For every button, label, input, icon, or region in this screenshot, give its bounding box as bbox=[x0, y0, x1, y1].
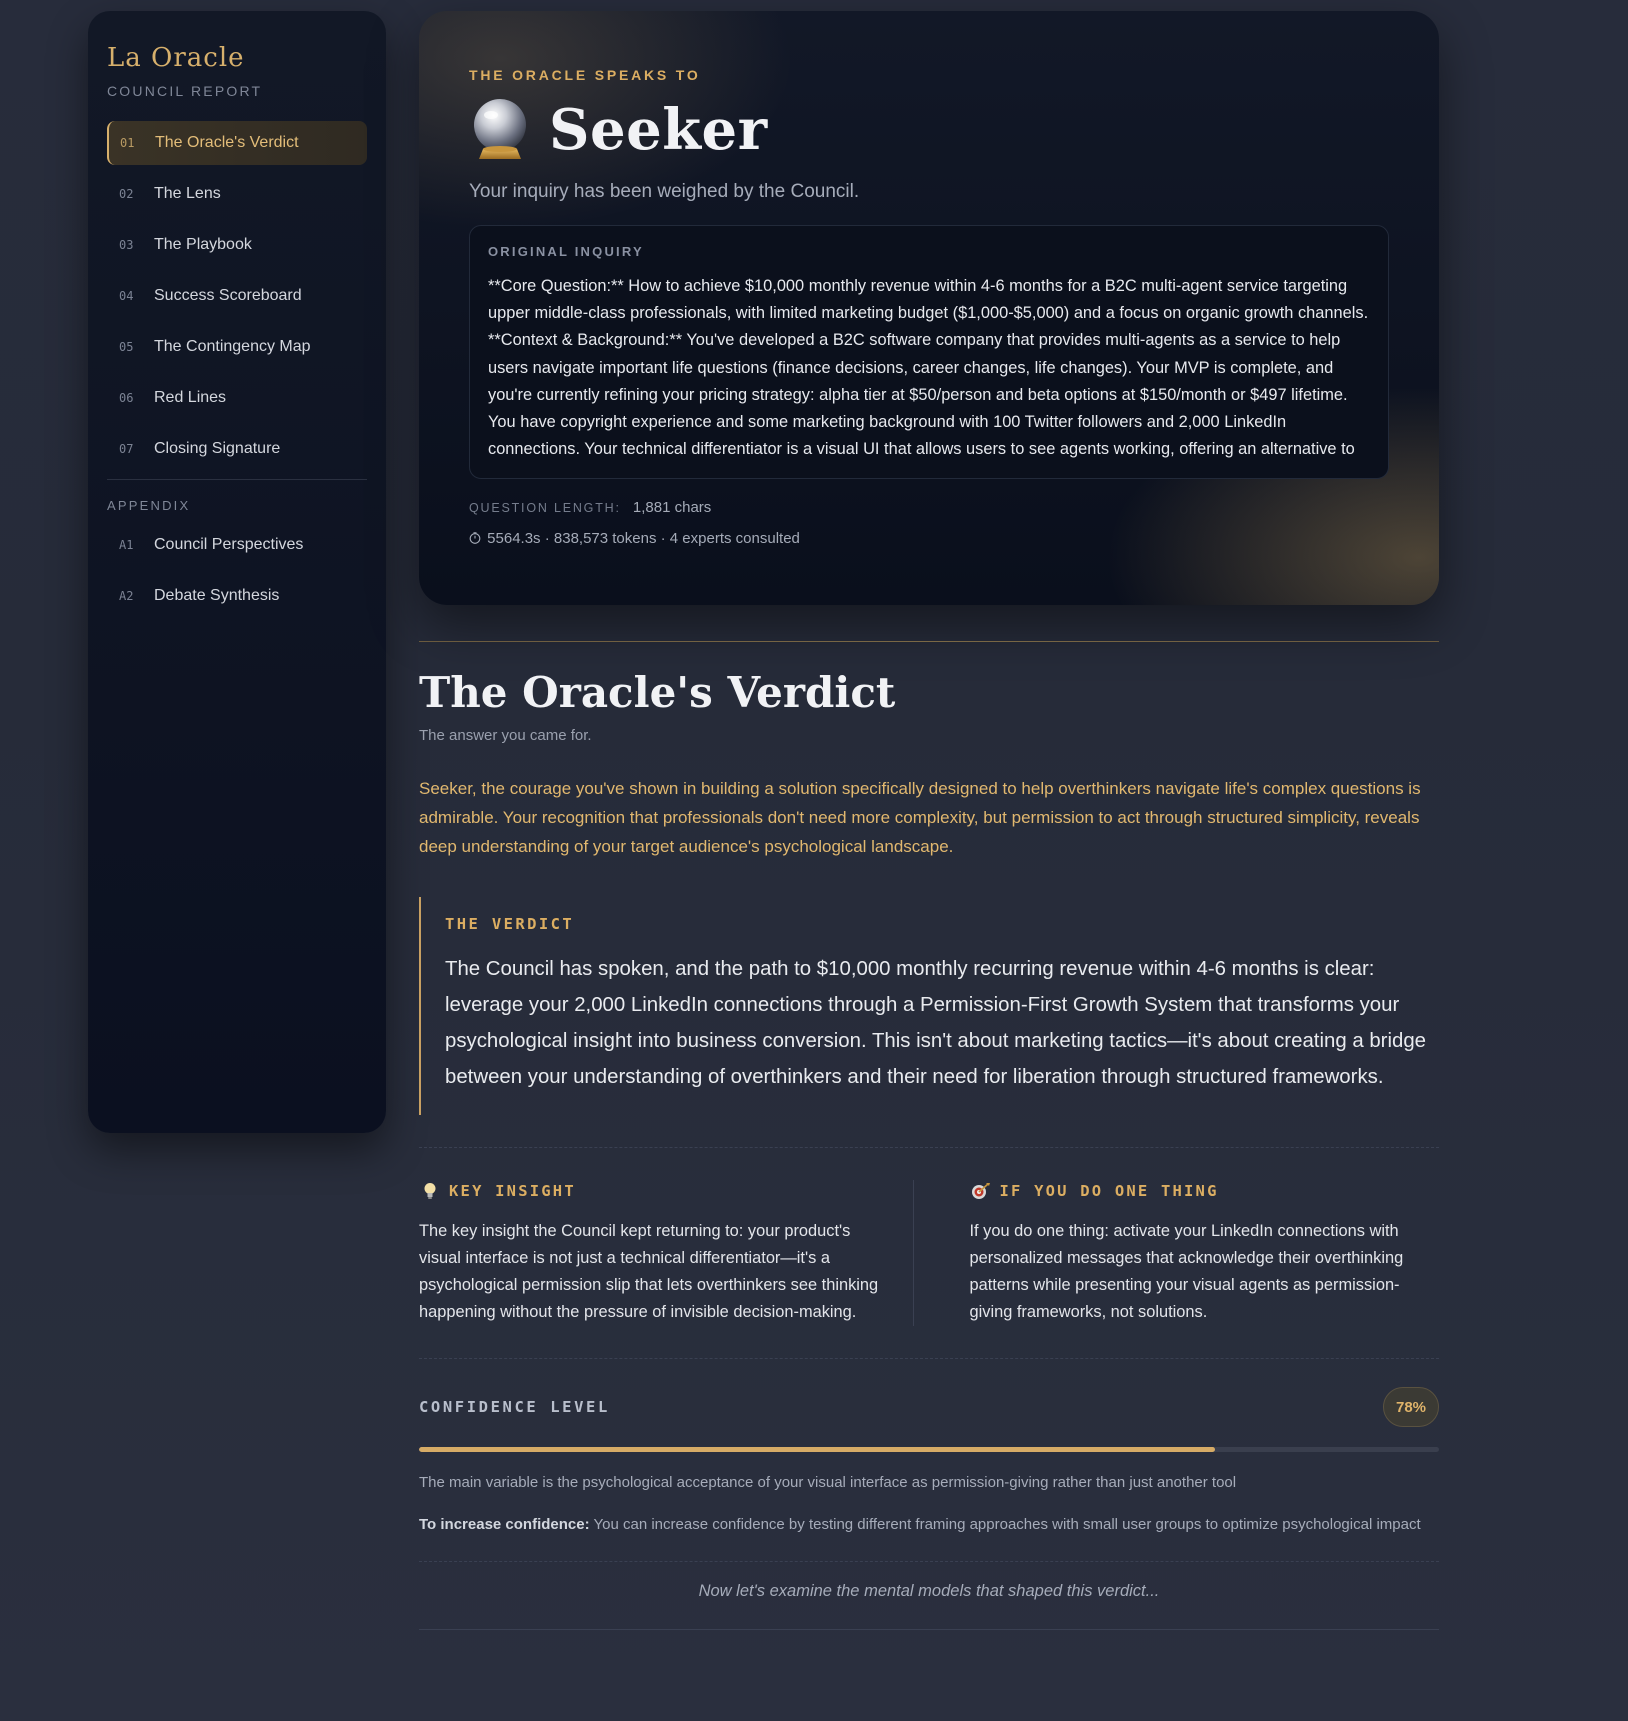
one-thing-column bbox=[914, 1180, 1440, 1326]
one-thing-header bbox=[970, 1180, 1440, 1202]
run-stats bbox=[469, 530, 1389, 547]
nav-number: A1 bbox=[119, 538, 134, 552]
confidence-bar-fill bbox=[419, 1447, 1215, 1452]
confidence-header bbox=[419, 1387, 1439, 1427]
nav-label: Council Perspectives bbox=[154, 536, 304, 553]
nav-item-red-lines[interactable] bbox=[107, 376, 367, 420]
appendix-title: APPENDIX bbox=[107, 498, 191, 513]
transition-text: Now let's examine the mental models that shaped this verdict... bbox=[698, 1582, 1160, 1600]
nav-number: 02 bbox=[119, 187, 134, 201]
confidence-block bbox=[419, 1359, 1439, 1537]
hero-subtitle: Your inquiry has been weighed by the Council. bbox=[469, 181, 860, 202]
inquiry-text: **Core Question:** How to achieve $10,000 monthly revenue within 4-6 months for a B2C multi-agent service targeting upper middle-class professionals, with limited marketing budget ($1,000-$5,000) and a focus on organic growth channels. **Context & Background:** You've developed a B2C software company that provides multi-agents as a service to help users navigate important life questions (finance decisions, career changes, life changes). Your MVP is complete, and you're currently refining your pricing strategy: alpha tier at $50/person and beta options at $150/month or $497 lifetime. You have copyright experience and some marketing background with 100 Twitter followers and 2,000 LinkedIn connections. Your technical differentiator is a visual UI that allows users to see agents working, offering an alternative to bbox=[488, 277, 1369, 459]
key-insight-header bbox=[419, 1180, 889, 1202]
nav-label: Closing Signature bbox=[154, 440, 281, 457]
verdict-section bbox=[419, 641, 1439, 1630]
lead-paragraph: Seeker, the courage you've shown in building a solution specifically designed to help overthinkers navigate life's complex questions is admirable. Your recognition that professionals don't need more complexity, but permission to act through structured simplicity, reveals deep understanding of your target audience's psychological landscape. bbox=[419, 779, 1421, 856]
nav-divider bbox=[107, 479, 367, 480]
hero-card bbox=[419, 11, 1439, 605]
question-length-label: QUESTION LENGTH: bbox=[469, 501, 621, 515]
hero-kicker: THE ORACLE SPEAKS TO bbox=[469, 67, 701, 83]
nav-label: Success Scoreboard bbox=[154, 287, 302, 304]
run-stats-text: 5564.3s · 838,573 tokens · 4 experts consulted bbox=[487, 530, 800, 547]
confidence-bar bbox=[419, 1447, 1439, 1452]
confidence-badge: 78% bbox=[1383, 1387, 1439, 1427]
inquiry-label: ORIGINAL INQUIRY bbox=[488, 244, 644, 259]
nav-number: 01 bbox=[120, 136, 135, 150]
confidence-label: CONFIDENCE LEVEL bbox=[419, 1398, 610, 1416]
key-insight-label: KEY INSIGHT bbox=[449, 1182, 576, 1200]
lightbulb-icon bbox=[419, 1180, 441, 1202]
nav-label: The Oracle's Verdict bbox=[155, 134, 299, 151]
nav-number: A2 bbox=[119, 589, 134, 603]
sidebar bbox=[88, 11, 386, 1133]
section-subtitle: The answer you came for. bbox=[419, 727, 592, 744]
nav-number: 05 bbox=[119, 340, 134, 354]
stopwatch-icon bbox=[469, 532, 481, 544]
confidence-note: The main variable is the psychological acceptance of your visual interface as permission-giving rather than just another tool bbox=[419, 1474, 1237, 1491]
verdict-label: THE VERDICT bbox=[445, 915, 575, 933]
crystal-ball-icon bbox=[469, 97, 531, 163]
nav-label: Red Lines bbox=[154, 389, 227, 406]
nav-number: 06 bbox=[119, 391, 134, 405]
nav-item-closing-signature[interactable] bbox=[107, 427, 367, 471]
target-dart-icon bbox=[970, 1180, 992, 1202]
bottom-divider bbox=[419, 1629, 1439, 1630]
nav-number: 03 bbox=[119, 238, 134, 252]
section-divider bbox=[419, 641, 1439, 642]
hero-title-row bbox=[469, 97, 1389, 163]
nav-label: Debate Synthesis bbox=[154, 587, 280, 604]
brand-subtitle: COUNCIL REPORT bbox=[107, 83, 263, 99]
nav-label: The Lens bbox=[154, 185, 221, 202]
original-inquiry-box bbox=[469, 225, 1389, 479]
nav-item-contingency-map[interactable] bbox=[107, 325, 367, 369]
nav-item-council-perspectives[interactable] bbox=[107, 523, 367, 567]
verdict-text: The Council has spoken, and the path to $10,000 monthly recurring revenue within 4-6 months is clear: leverage your 2,000 LinkedIn connections through a Permission-First Growth System that transforms your psychological insight into business conversion. This isn't about marketing tactics—it's about creating a bridge between your understanding of overthinkers and their need for liberation through structured frameworks. bbox=[445, 958, 1427, 1088]
nav-number: 07 bbox=[119, 442, 134, 456]
one-thing-label: IF YOU DO ONE THING bbox=[999, 1182, 1219, 1200]
nav-label: The Contingency Map bbox=[154, 338, 311, 355]
key-insight-column bbox=[419, 1180, 914, 1326]
increase-confidence bbox=[419, 1513, 1439, 1537]
section-title: The Oracle's Verdict bbox=[419, 668, 896, 717]
increase-confidence-label: To increase confidence: bbox=[419, 1516, 590, 1533]
question-length-value: 1,881 chars bbox=[632, 499, 712, 516]
key-insight-text: The key insight the Council kept returning to: your product's visual interface is not just a technical differentiator—it's a psychological permission slip that lets overthinkers see thinking happening without the pressure of invisible decision-making. bbox=[419, 1222, 879, 1321]
one-thing-text: If you do one thing: activate your LinkedIn connections with personalized messages that acknowledge their overthinking patterns while presenting your visual agents as permission-giving frameworks, not solutions. bbox=[969, 1222, 1404, 1321]
insight-columns bbox=[419, 1148, 1439, 1358]
nav-item-debate-synthesis[interactable] bbox=[107, 574, 367, 618]
nav-item-success-scoreboard[interactable] bbox=[107, 274, 367, 318]
brand-title: La Oracle bbox=[107, 43, 245, 73]
nav-number: 04 bbox=[119, 289, 134, 303]
nav-item-oracles-verdict[interactable] bbox=[107, 121, 367, 165]
nav-label: The Playbook bbox=[154, 236, 252, 253]
increase-confidence-text: You can increase confidence by testing different framing approaches with small user groups to optimize psychological impact bbox=[593, 1516, 1421, 1533]
verdict-block bbox=[419, 897, 1439, 1115]
nav-item-the-playbook[interactable] bbox=[107, 223, 367, 267]
nav-item-the-lens[interactable] bbox=[107, 172, 367, 216]
question-length bbox=[469, 499, 1389, 516]
hero-name: Seeker bbox=[549, 97, 768, 163]
